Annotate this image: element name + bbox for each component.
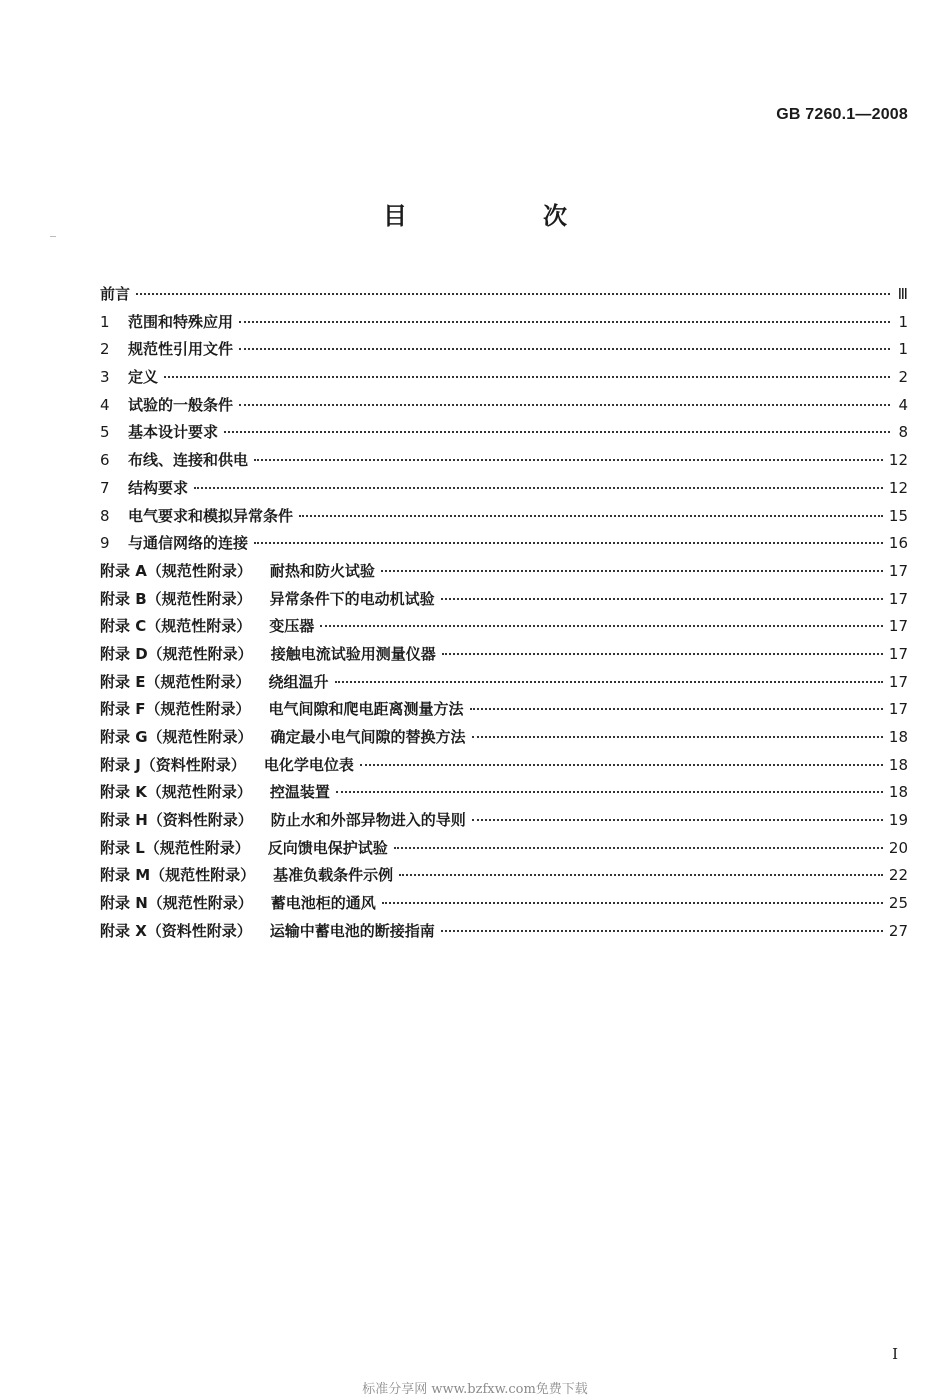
toc-entry-page: 4: [898, 395, 908, 414]
toc-entry-annex-prefix: 附录 N（规范性附录）: [100, 894, 253, 913]
toc-entry-label: 试验的一般条件: [128, 395, 234, 414]
toc-dot-leader: [472, 736, 883, 738]
page-number: I: [892, 1345, 898, 1363]
toc-entry-page: 18: [888, 755, 908, 774]
toc-entry-label: 定义: [128, 368, 159, 387]
toc-entry-annex-prefix: 附录 E（规范性附录）: [100, 672, 251, 691]
toc-dot-leader: [441, 930, 883, 932]
toc-entry[interactable]: [100, 781, 908, 809]
toc-entry[interactable]: [100, 338, 908, 366]
toc-entry-annex-prefix: 附录 A（规范性附录）: [100, 561, 252, 580]
toc-entry-page: 20: [888, 838, 908, 857]
toc-entry[interactable]: [100, 892, 908, 920]
toc-entry-page: 15: [888, 506, 908, 525]
toc-entry-label: 规范性引用文件: [128, 340, 234, 359]
toc-entry[interactable]: [100, 809, 908, 837]
toc-entry-page: 17: [888, 589, 908, 608]
toc-dot-leader: [136, 293, 890, 295]
toc-dot-leader: [254, 542, 883, 544]
toc-entry-label: 防止水和外部异物进入的导则: [270, 811, 466, 830]
toc-dot-leader: [399, 874, 883, 876]
toc-entry-number: 6: [100, 451, 110, 470]
toc-dot-leader: [472, 819, 883, 821]
toc-entry[interactable]: [100, 505, 908, 533]
toc-entry-label: 绕组温升: [268, 672, 329, 691]
page-title: 目 次: [383, 202, 623, 230]
toc-entry-annex-prefix: 附录 D（规范性附录）: [100, 644, 253, 663]
toc-entry[interactable]: [100, 615, 908, 643]
toc-entry-page: 18: [888, 783, 908, 802]
toc-entry-number: 5: [100, 423, 110, 442]
toc-entry-page: 17: [888, 672, 908, 691]
toc-entry-label: 反向馈电保护试验: [267, 838, 388, 857]
toc-entry-label: 范围和特殊应用: [128, 312, 234, 331]
toc-entry[interactable]: [100, 920, 908, 948]
toc-dot-leader: [360, 764, 883, 766]
toc-entry-page: 27: [888, 921, 908, 940]
toc-entry[interactable]: [100, 698, 908, 726]
toc-dot-leader: [224, 431, 890, 433]
toc-entry-annex-prefix: 附录 H（资料性附录）: [100, 811, 253, 830]
toc-entry[interactable]: [100, 726, 908, 754]
toc-entry-label: 电气间隙和爬电距离测量方法: [268, 700, 464, 719]
toc-dot-leader: [335, 681, 883, 683]
toc-entry-label: 布线、连接和供电: [128, 451, 249, 470]
toc-entry-page: 22: [888, 866, 908, 885]
toc-entry-number: 7: [100, 478, 110, 497]
toc-entry-page: 1: [898, 312, 908, 331]
toc-entry[interactable]: [100, 532, 908, 560]
standard-code: GB 7260.1—2008: [776, 106, 908, 123]
toc-entry[interactable]: [100, 837, 908, 865]
toc-entry[interactable]: [100, 754, 908, 782]
toc-entry[interactable]: [100, 366, 908, 394]
toc-entry-label: 电化学电位表: [263, 755, 354, 774]
toc-entry-label: 蓄电池柜的通风: [270, 894, 376, 913]
toc-entry-page: 19: [888, 811, 908, 830]
toc-entry-number: 9: [100, 534, 110, 553]
toc-entry-label: 基准负载条件示例: [273, 866, 394, 885]
toc-dot-leader: [299, 515, 883, 517]
toc-entry-number: 1: [100, 312, 110, 331]
toc-entry-annex-prefix: 附录 C（规范性附录）: [100, 617, 252, 636]
toc-entry-page: 12: [888, 451, 908, 470]
toc-entry-page: 17: [888, 617, 908, 636]
toc-dot-leader: [164, 376, 890, 378]
toc-entry[interactable]: [100, 394, 908, 422]
toc-entry-number: 4: [100, 395, 110, 414]
toc-dot-leader: [382, 902, 883, 904]
toc-entry[interactable]: [100, 421, 908, 449]
toc-entry[interactable]: [100, 864, 908, 892]
toc-entry-label: 确定最小电气间隙的替换方法: [270, 728, 466, 746]
toc-entry-annex-prefix: 附录 B（规范性附录）: [100, 589, 252, 608]
toc-dot-leader: [239, 404, 890, 406]
toc-dot-leader: [394, 847, 883, 849]
toc-entry-label: 与通信网络的连接: [128, 534, 249, 553]
toc-entry[interactable]: [100, 283, 908, 311]
toc-entry-page: 8: [898, 423, 908, 442]
toc-entry-label: 耐热和防火试验: [269, 561, 375, 580]
toc-entry-label: 控温装置: [269, 783, 330, 802]
toc-entry-page: 16: [888, 534, 908, 553]
toc-entry-annex-prefix: 附录 L（规范性附录）: [100, 838, 250, 857]
toc-entry-page: 2: [898, 368, 908, 387]
toc-entry-label: 接触电流试验用测量仪器: [270, 644, 436, 663]
table-of-contents: [100, 283, 908, 948]
toc-entry-page: 18: [888, 728, 908, 746]
toc-entry-annex-prefix: 附录 G（规范性附录）: [100, 728, 253, 746]
toc-entry-annex-prefix: 附录 M（规范性附录）: [100, 866, 256, 885]
toc-entry[interactable]: [100, 671, 908, 699]
toc-entry-page: 17: [888, 700, 908, 719]
toc-entry-annex-prefix: 附录 K（规范性附录）: [100, 783, 252, 802]
toc-entry-label: 基本设计要求: [128, 423, 219, 442]
toc-entry[interactable]: [100, 560, 908, 588]
toc-dot-leader: [336, 791, 883, 793]
toc-entry-page: 12: [888, 478, 908, 497]
toc-entry-annex-prefix: 附录 X（资料性附录）: [100, 921, 252, 940]
toc-dot-leader: [470, 708, 883, 710]
toc-dot-leader: [254, 459, 883, 461]
toc-dot-leader: [239, 348, 890, 350]
toc-entry-page: 1: [898, 340, 908, 359]
toc-entry[interactable]: [100, 311, 908, 339]
toc-entry-label: 电气要求和模拟异常条件: [128, 506, 294, 525]
toc-entry-label: 运输中蓄电池的断接指南: [269, 921, 435, 940]
toc-entry-page: 17: [888, 644, 908, 663]
toc-entry-label: 前言: [100, 285, 131, 303]
toc-dot-leader: [239, 321, 890, 323]
toc-dot-leader: [320, 625, 883, 627]
toc-entry[interactable]: [100, 477, 908, 505]
toc-dot-leader: [442, 653, 883, 655]
toc-entry-number: 8: [100, 506, 110, 525]
toc-entry-label: 异常条件下的电动机试验: [269, 589, 435, 608]
toc-entry-page: Ⅲ: [897, 285, 908, 303]
toc-entry-label: 结构要求: [128, 478, 189, 497]
toc-entry-page: 25: [888, 894, 908, 913]
toc-entry-number: 2: [100, 340, 110, 359]
toc-entry-label: 变压器: [269, 617, 315, 636]
toc-entry-annex-prefix: 附录 J（资料性附录）: [100, 755, 246, 774]
toc-entry-annex-prefix: 附录 F（规范性附录）: [100, 700, 251, 719]
toc-dot-leader: [194, 487, 883, 489]
toc-entry-page: 17: [888, 561, 908, 580]
toc-dot-leader: [381, 570, 883, 572]
toc-entry-number: 3: [100, 368, 110, 387]
watermark: 标准分享网 www.bzfxw.com免费下载: [362, 1382, 588, 1397]
scan-speck: [50, 236, 56, 237]
toc-entry[interactable]: [100, 449, 908, 477]
toc-entry[interactable]: [100, 643, 908, 671]
toc-dot-leader: [441, 598, 883, 600]
toc-entry[interactable]: [100, 588, 908, 616]
